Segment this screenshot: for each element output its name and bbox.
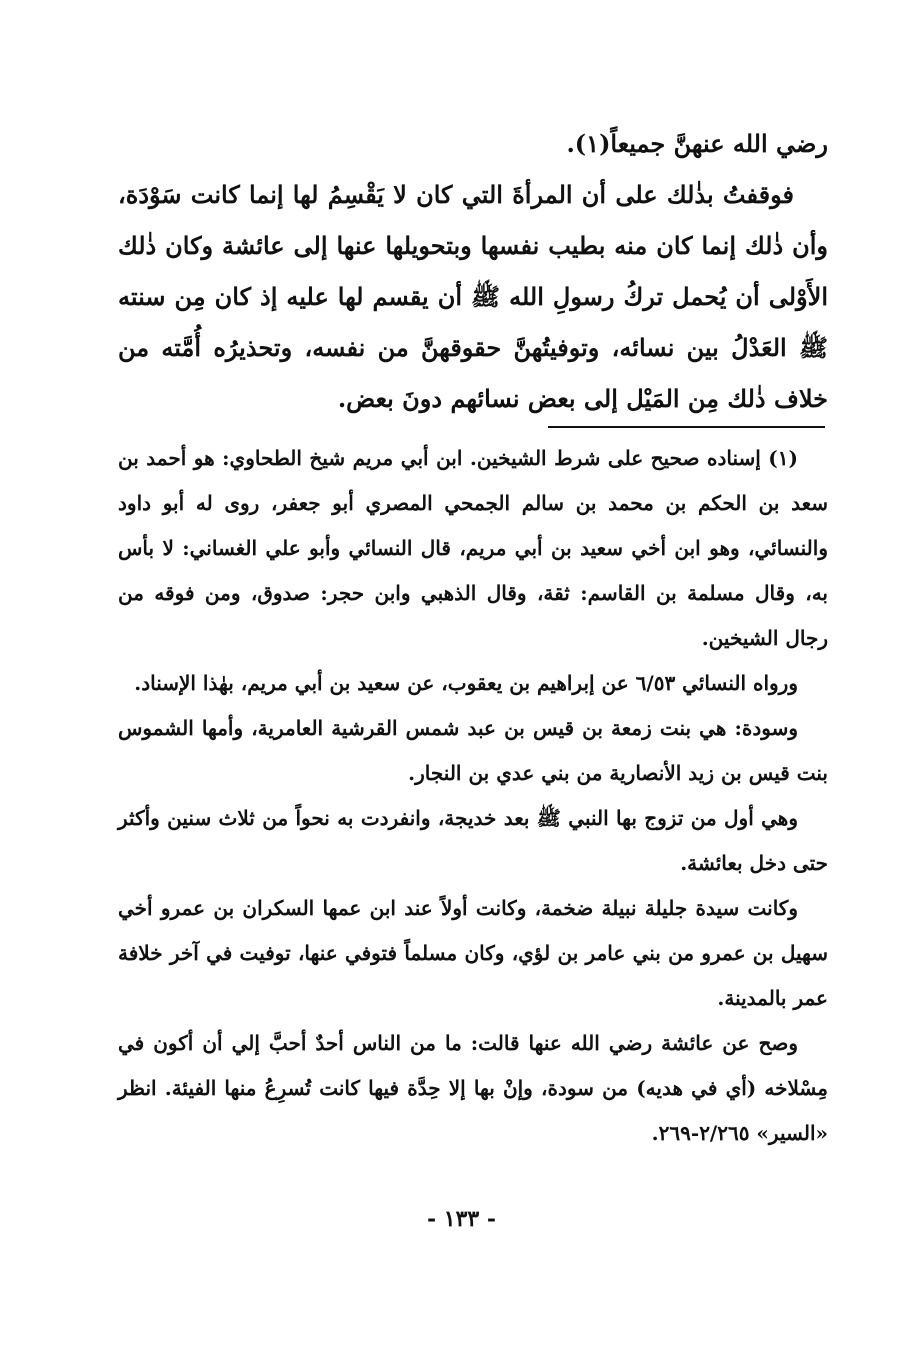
main-first-line: رضي الله عنهنَّ جميعاً(١). bbox=[566, 129, 828, 158]
footnote-paragraph: وهي أول من تزوج بها النبي ﷺ بعد خديجة، وانفردت به نحواً من ثلاث سنين وأكثر حتى دخل بعائشة. bbox=[118, 806, 828, 875]
page-number: - ١٣٣ - bbox=[426, 1206, 497, 1232]
main-paragraph: فوقفتُ بذٰلك على أن المرأةَ التي كان لا يَقْسِمُ لها إنما كانت سَوْدَة، وأن ذٰلك إنما كان منه بطيب نفسها وبتحويلها عنها إلى عائشة وكان ذٰلك الأَوْلى أن يُحمل تركُ رسولِ الله ﷺ أن يقسم لها عليه إذ كان مِن سنته ﷺ العَدْلُ بين نسائه، وتوفيتُهنَّ حقوقهنَّ من نفسه، وتحذيرُه أُمَّته من خلاف ذٰلك مِن المَيْل إلى بعض نسائهم دونَ بعض. bbox=[118, 180, 828, 413]
footnote-paragraph: (١) إسناده صحيح على شرط الشيخين. ابن أبي مريم شيخ الطحاوي: هو أحمد بن سعد بن الحكم بن محمد بن سالم الجمحي المصري أبو جعفر، روى له أبو داود والنسائي، وهو ابن أخي سعيد بن أبي مريم، قال النسائي وأبو علي الغساني: لا بأس به، وقال مسلمة بن القاسم: ثقة، وقال الذهبي وابن حجر: صدوق، ومن فوقه من رجال الشيخين. bbox=[118, 446, 828, 650]
footnote-divider bbox=[548, 426, 825, 428]
footnote-paragraph: ورواه النسائي ٦/٥٣ عن إبراهيم بن يعقوب، عن سعيد بن أبي مريم، بهٰذا الإسناد. bbox=[134, 671, 798, 695]
footnote-paragraph: وسودة: هي بنت زمعة بن قيس بن عبد شمس القرشية العامرية، وأمها الشموس بنت قيس بن زيد الأنصارية من بني عدي بن النجار. bbox=[118, 716, 828, 785]
footnote-paragraph: وكانت سيدة جليلة نبيلة ضخمة، وكانت أولاً عند ابن عمها السكران بن عمرو أخي سهيل بن عمرو من بني عامر بن لؤي، وكان مسلماً فتوفي عنها، توفيت في آخر خلافة عمر بالمدينة. bbox=[118, 896, 828, 1010]
main-text bbox=[118, 118, 828, 424]
footnote-paragraph: وصح عن عائشة رضي الله عنها قالت: ما من الناس أحدٌ أحبَّ إلي أن أكون في مِسْلاخه (أي في هديه) من سودة، وإنْ بها إلا حِدَّة فيها كانت تُسرِعُ منها الفيئة. انظر «السير» ٢/٢٦٥-٢٦٩. bbox=[118, 1031, 828, 1145]
footnotes bbox=[118, 436, 828, 1156]
